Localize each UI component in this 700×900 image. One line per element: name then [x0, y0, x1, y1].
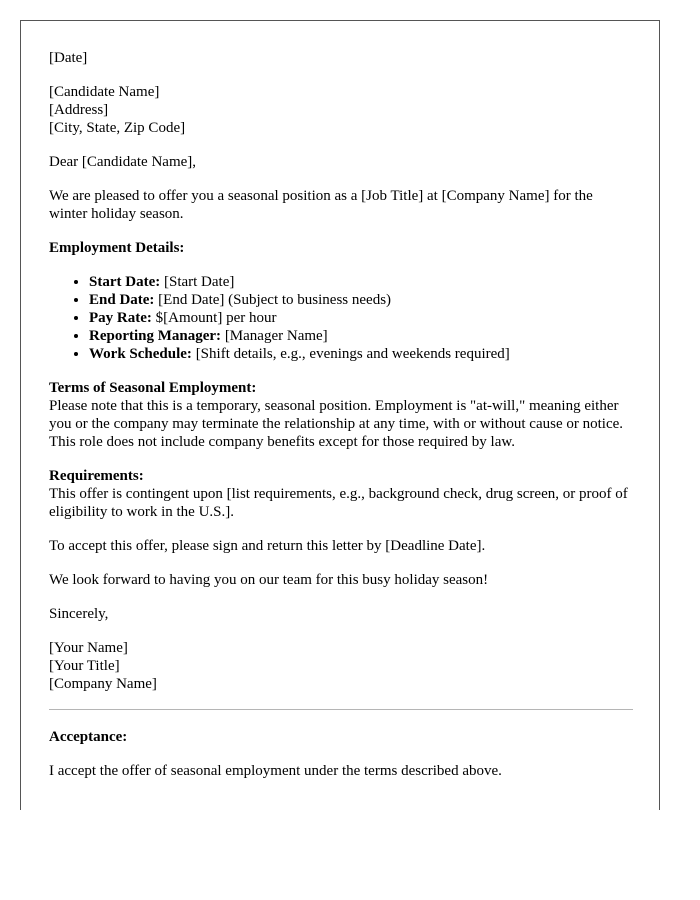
recipient-address-block [49, 83, 633, 137]
list-item [89, 345, 633, 363]
detail-label: End Date: [89, 292, 155, 308]
detail-value: $[Amount] per hour [151, 310, 277, 326]
terms-heading: Terms of Seasonal Employment: [49, 380, 257, 396]
recipient-address: [Address] [49, 102, 109, 118]
detail-value: [End Date] (Subject to business needs) [154, 292, 392, 308]
signer-company: [Company Name] [49, 676, 157, 692]
detail-label: Work Schedule: [89, 346, 192, 362]
terms-section [49, 379, 633, 451]
detail-label: Pay Rate: [89, 310, 152, 326]
list-item [89, 273, 633, 291]
signature-block [49, 639, 633, 693]
detail-value: [Manager Name] [221, 328, 328, 344]
employment-details-list [49, 273, 633, 363]
list-item [89, 309, 633, 327]
signer-title: [Your Title] [49, 658, 120, 674]
requirements-section [49, 467, 633, 521]
signoff: Sincerely, [49, 606, 109, 622]
detail-value: [Shift details, e.g., evenings and weekends required] [191, 346, 510, 362]
salutation: Dear [Candidate Name], [49, 154, 197, 170]
detail-label: Reporting Manager: [89, 328, 222, 344]
detail-label: Start Date: [89, 274, 161, 290]
signer-name: [Your Name] [49, 640, 128, 656]
list-item [89, 327, 633, 345]
requirements-text: This offer is contingent upon [list requirements, e.g., background check, drug screen, or proof of eligibility to work in the U.S.]. [49, 486, 628, 520]
letter-page [20, 20, 660, 810]
letter-content [49, 49, 633, 796]
terms-text: Please note that this is a temporary, seasonal position. Employment is "at-will," meaning either you or the company may terminate the relationship at any time, with or without cause or notice. This role does not include company benefits except for those required by law. [49, 398, 624, 450]
recipient-name: [Candidate Name] [49, 84, 160, 100]
intro-paragraph: We are pleased to offer you a seasonal position as a [Job Title] at [Company Name] for the winter holiday season. [49, 188, 593, 222]
acceptance-heading: Acceptance: [49, 729, 128, 745]
section-divider [49, 709, 633, 710]
accept-instructions: To accept this offer, please sign and return this letter by [Deadline Date]. [49, 538, 486, 554]
requirements-heading: Requirements: [49, 468, 144, 484]
letter-date: [Date] [49, 50, 88, 66]
closing-note: We look forward to having you on our team for this busy holiday season! [49, 572, 489, 588]
acceptance-statement: I accept the offer of seasonal employment under the terms described above. [49, 763, 502, 779]
detail-value: [Start Date] [160, 274, 235, 290]
recipient-city: [City, State, Zip Code] [49, 120, 186, 136]
list-item [89, 291, 633, 309]
employment-details-heading: Employment Details: [49, 240, 185, 256]
